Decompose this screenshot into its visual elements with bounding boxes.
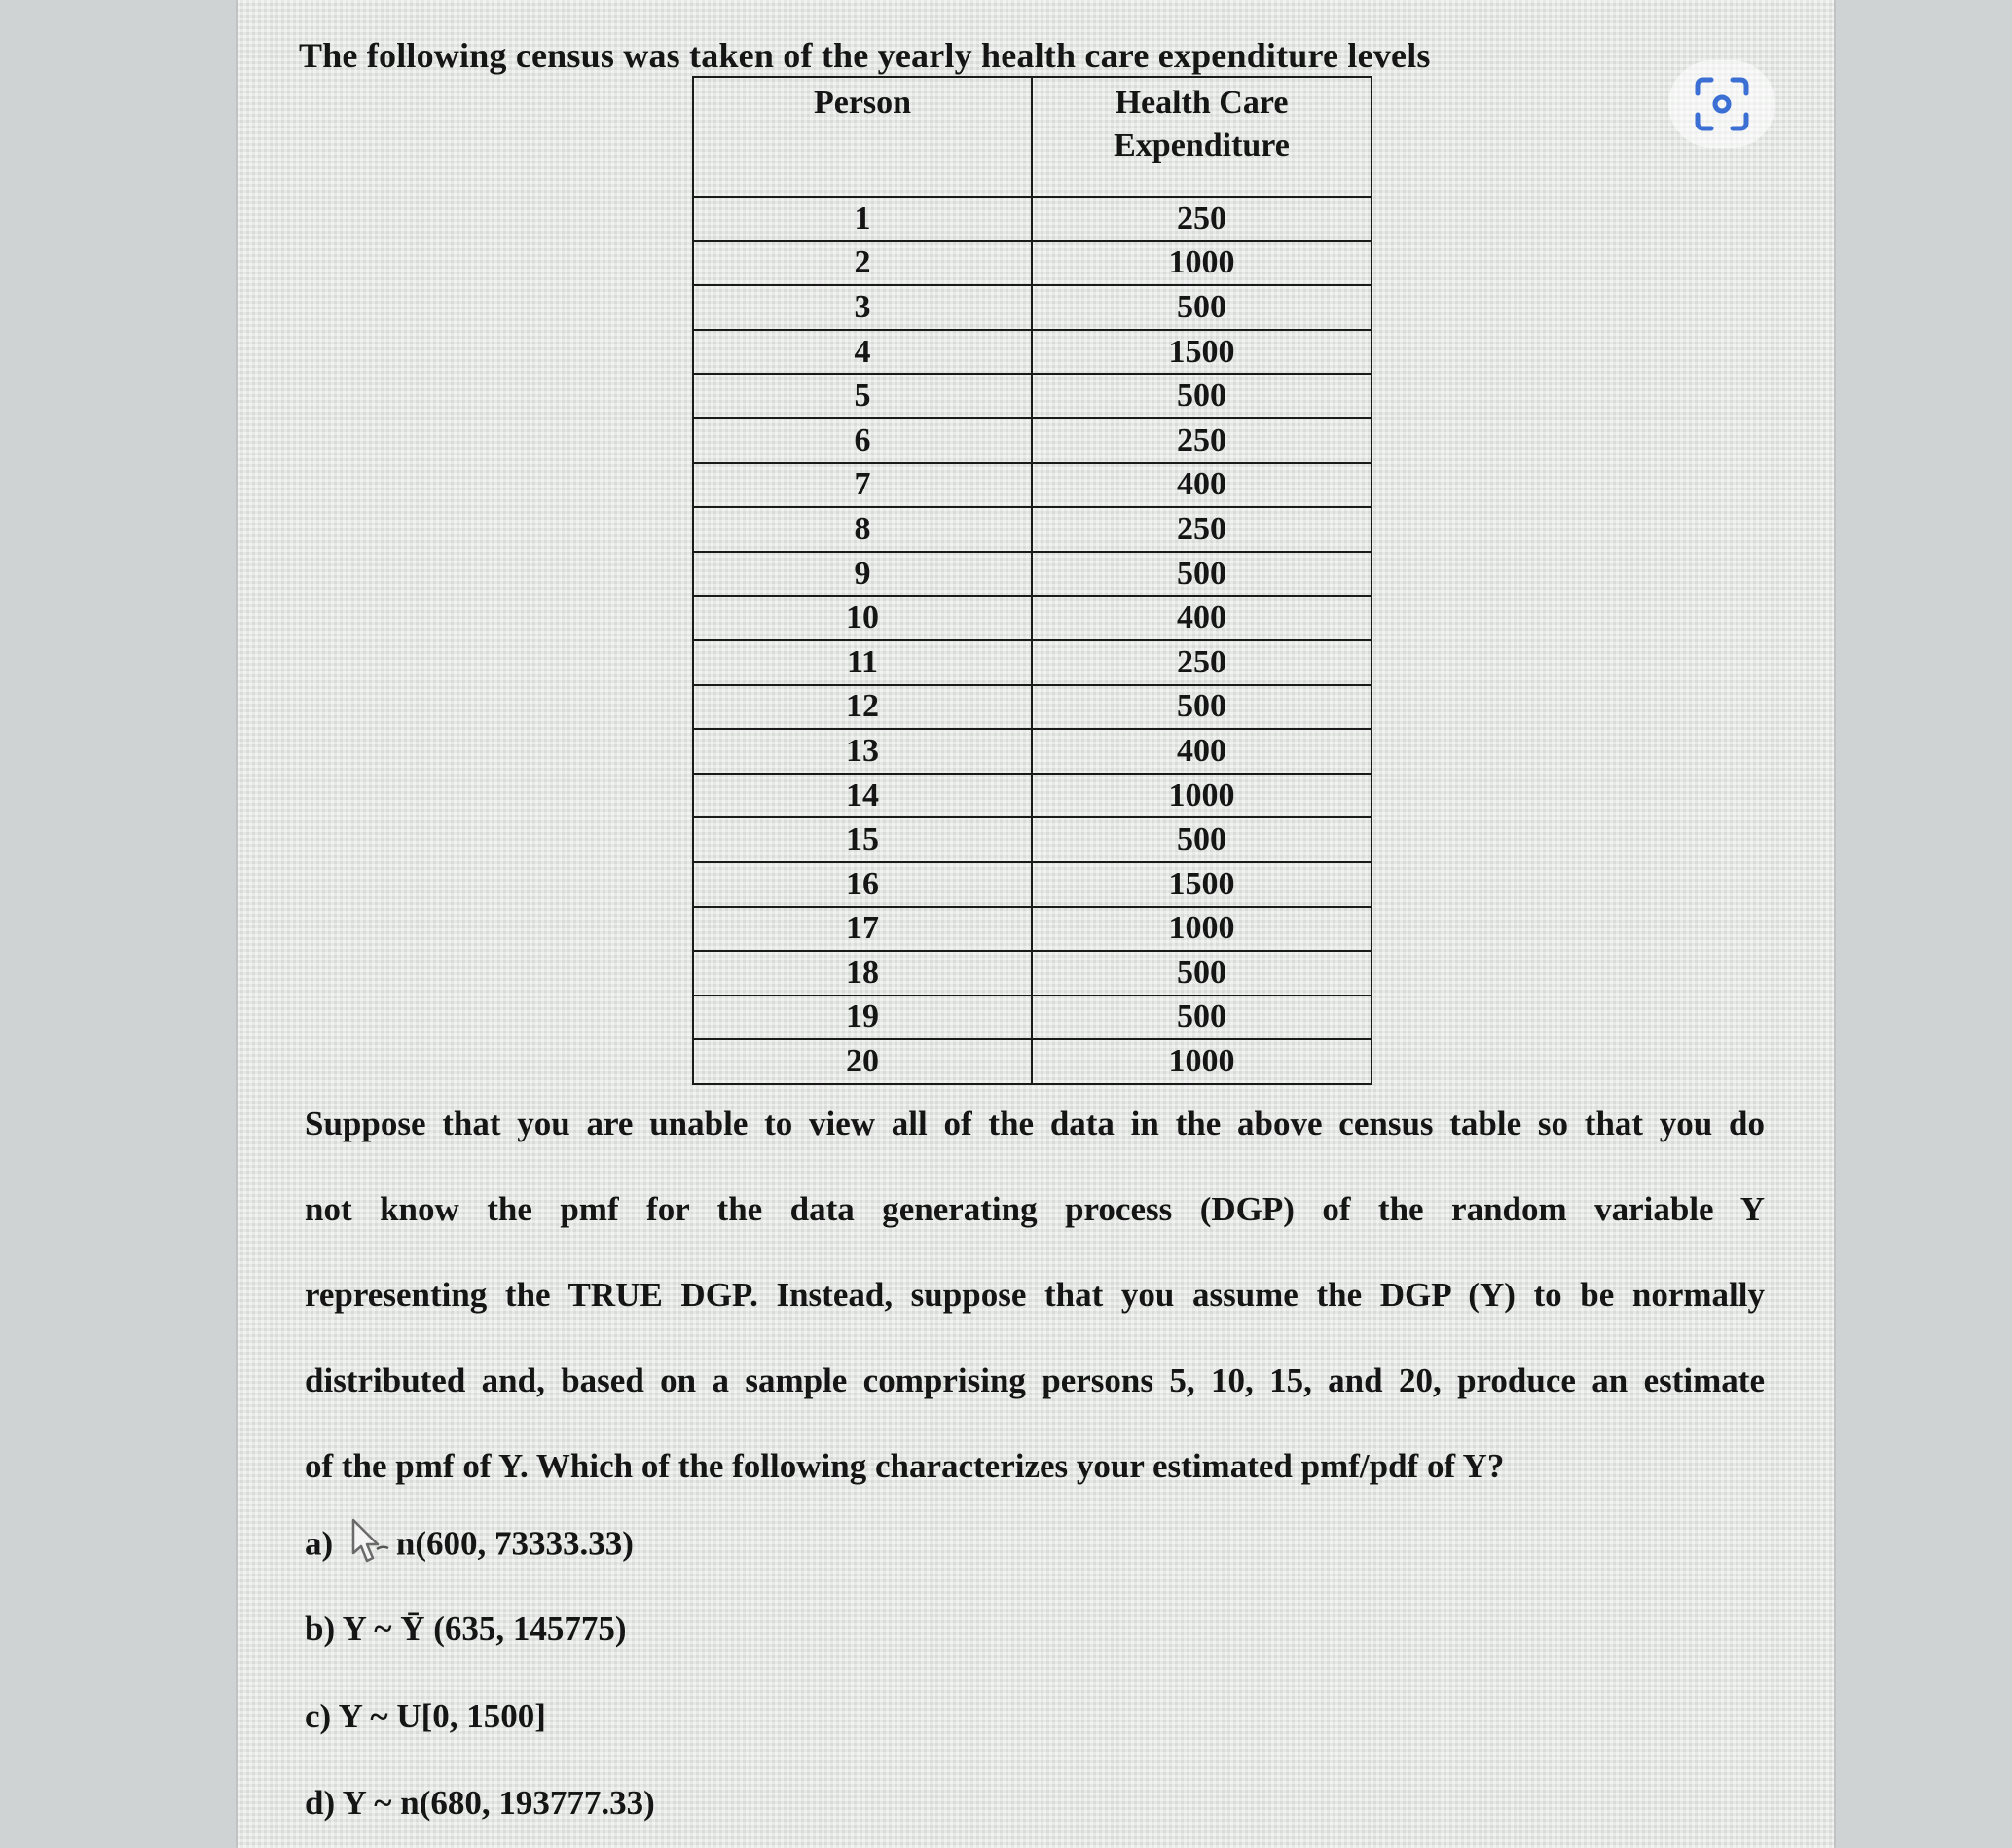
option-c[interactable] [305,1697,546,1736]
census-table-body [693,197,1372,1084]
cell-person: 15 [693,817,1032,862]
option-c-label: c) [305,1697,332,1735]
header-expenditure [1032,77,1372,197]
table-row [693,774,1372,818]
table-row [693,907,1372,952]
question-line: representing the TRUE DGP. Instead, suppose that you assume the DGP (Y) to be normally [305,1276,1765,1314]
option-d-label: d) [305,1784,336,1822]
cell-expenditure: 500 [1032,685,1372,730]
question-line: not know the pmf for the data generating process (DGP) of the random variable Y [305,1190,1765,1228]
cell-expenditure: 250 [1032,640,1372,685]
table-row [693,685,1372,730]
cell-person: 8 [693,507,1032,552]
cell-person: 11 [693,640,1032,685]
option-a-text: n(600, 73333.33) [395,1524,634,1563]
cell-expenditure: 500 [1032,817,1372,862]
table-row [693,463,1372,508]
cell-expenditure: 1000 [1032,774,1372,818]
table-row [693,996,1372,1040]
census-table [692,76,1372,1085]
scan-icon [1694,76,1750,132]
table-row [693,285,1372,330]
cell-expenditure: 1500 [1032,862,1372,907]
cell-expenditure: 1000 [1032,241,1372,286]
table-row [693,418,1372,463]
cell-expenditure: 1500 [1032,330,1372,375]
page-title: The following census was taken of the yearly health care expenditure levels [299,36,1431,75]
option-b-text: Y ~ Ȳ (635, 145775) [342,1610,627,1648]
cell-person: 17 [693,907,1032,952]
cell-expenditure: 500 [1032,374,1372,418]
question-line: distributed and, based on a sample comprising persons 5, 10, 15, and 20, produce an estimate [305,1361,1765,1399]
cell-person: 1 [693,197,1032,241]
table-row [693,862,1372,907]
header-person: Person [693,77,1032,197]
document-page [238,0,1834,1848]
cell-expenditure: 500 [1032,285,1372,330]
cell-expenditure: 1000 [1032,1039,1372,1084]
question-line: of the pmf of Y. Which of the following characterizes your estimated pmf/pdf of Y? [305,1447,1505,1485]
question-line: Suppose that you are unable to view all of the data in the above census table so that you do [305,1105,1765,1142]
cell-person: 6 [693,418,1032,463]
cell-expenditure: 250 [1032,197,1372,241]
header-expenditure-label: Health Care Expenditure [1114,85,1290,163]
cell-expenditure: 500 [1032,951,1372,996]
table-row [693,817,1372,862]
screen [236,0,1836,1848]
option-c-text: Y ~ U[0, 1500] [338,1697,546,1735]
cell-person: 20 [693,1039,1032,1084]
table-row [693,1039,1372,1084]
option-a-label: a) [305,1524,334,1563]
option-b-label: b) [305,1610,336,1648]
cell-expenditure: 1000 [1032,907,1372,952]
cell-person: 19 [693,996,1032,1040]
scan-text-button[interactable] [1668,60,1775,148]
cell-person: 18 [693,951,1032,996]
cell-person: 12 [693,685,1032,730]
cell-person: 7 [693,463,1032,508]
cell-person: 3 [693,285,1032,330]
table-row [693,951,1372,996]
cell-expenditure: 400 [1032,463,1372,508]
mouse-pointer-icon [348,1516,394,1577]
cell-expenditure: 500 [1032,996,1372,1040]
table-row [693,596,1372,640]
cell-expenditure: 400 [1032,596,1372,640]
option-d-text: Y ~ n(680, 193777.33) [342,1784,655,1822]
cell-person: 14 [693,774,1032,818]
cell-expenditure: 250 [1032,418,1372,463]
cell-expenditure: 500 [1032,552,1372,597]
table-row [693,197,1372,241]
cell-expenditure: 250 [1032,507,1372,552]
table-row [693,640,1372,685]
table-row [693,330,1372,375]
table-row [693,241,1372,286]
cell-person: 2 [693,241,1032,286]
table-row [693,552,1372,597]
cell-person: 5 [693,374,1032,418]
table-row [693,374,1372,418]
cell-person: 13 [693,729,1032,774]
option-d[interactable] [305,1784,655,1823]
option-a[interactable] [305,1516,634,1577]
cell-person: 9 [693,552,1032,597]
table-row [693,729,1372,774]
cell-person: 16 [693,862,1032,907]
cell-expenditure: 400 [1032,729,1372,774]
table-header-row [693,77,1372,197]
option-b[interactable] [305,1610,627,1649]
cell-person: 4 [693,330,1032,375]
question-text [305,1081,1765,1509]
cell-person: 10 [693,596,1032,640]
table-row [693,507,1372,552]
